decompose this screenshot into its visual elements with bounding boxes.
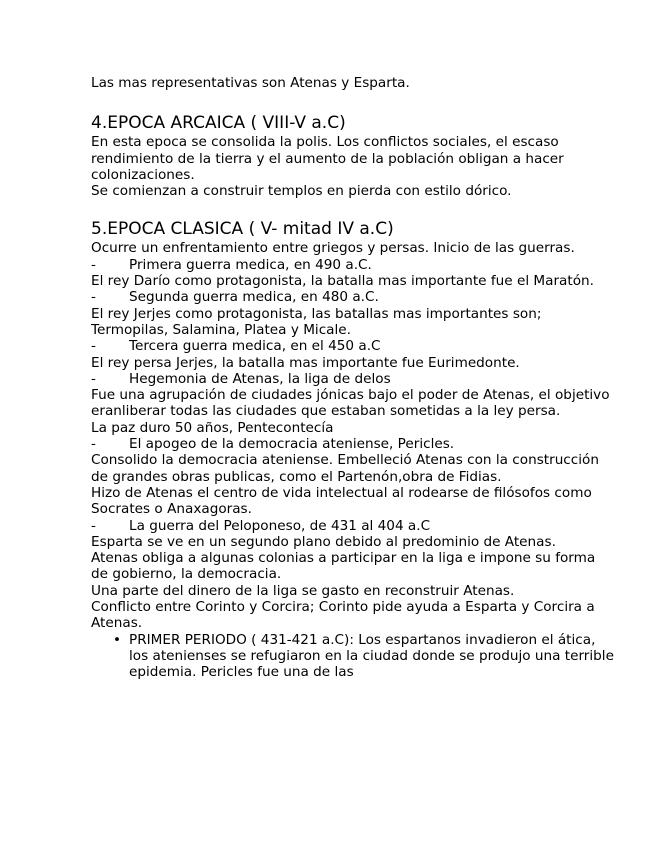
dash-marker: - [91, 370, 96, 387]
list-item-text: PRIMER PERIODO ( 431-421 a.C): Los espartanos invadieron el ática, los atenienses se refugiaron en la ciudad donde se produjo una terrible epidemia. Pericles fue una de las [129, 631, 614, 681]
bullet-marker: • [113, 631, 122, 648]
dash-marker: - [91, 436, 96, 453]
section-5-paragraph: El rey Darío como protagonista, la batalla mas importante fue el Maratón. [91, 273, 594, 290]
intro-paragraph: Las mas representativas son Atenas y Esparta. [91, 75, 410, 91]
section-5-paragraph: Conflicto entre Corinto y Corcira; Corinto pide ayuda a Esparta y Corcira a Atenas. [91, 599, 595, 632]
section-5-paragraph: El rey persa Jerjes, la batalla mas importante fue Eurimedonte. [91, 354, 520, 371]
section-4-heading: 4.EPOCA ARCAICA ( VIII-V a.C) [91, 113, 346, 134]
section-5-paragraph: Esparta se ve en un segundo plano debido al predominio de Atenas. [91, 533, 556, 550]
section-4-paragraph: Se comienzan a construir templos en pierda con estilo dórico. [91, 183, 512, 200]
list-item-text: Segunda guerra medica, en 480 a.C. [129, 289, 379, 306]
section-5-paragraph: Fue una agrupación de ciudades jónicas bajo el poder de Atenas, el objetivo eranliberar todas las ciudades que estaban sometidas a la ley persa. [91, 387, 610, 420]
list-item-text: Hegemonia de Atenas, la liga de delos [129, 370, 391, 387]
dash-marker: - [91, 289, 96, 306]
dash-list-item [91, 371, 615, 387]
dash-marker: - [91, 338, 96, 355]
dash-list-item [91, 518, 615, 534]
section-5-paragraph: Hizo de Atenas el centro de vida intelectual al rodearse de filósofos como Socrates o Anaxagoras. [91, 484, 592, 518]
dash-list-item [91, 257, 615, 273]
list-item-text: Primera guerra medica, en 490 a.C. [129, 256, 372, 273]
dash-list-item [91, 289, 615, 305]
bullet-list-item [91, 632, 615, 681]
section-5-paragraph: Ocurre un enfrentamiento entre griegos y persas. Inicio de las guerras. [91, 240, 575, 257]
dash-marker: - [91, 517, 96, 534]
section-5-heading: 5.EPOCA CLASICA ( V- mitad IV a.C) [91, 219, 394, 240]
dash-marker: - [91, 256, 96, 273]
dash-list-item [91, 338, 615, 354]
section-5-paragraph: Consolido la democracia ateniense. Embelleció Atenas con la construcción de grandes obras publicas, como el Partenón,obra de Fidias. [91, 452, 599, 485]
section-5-paragraph: Atenas obliga a algunas colonias a participar en la liga e impone su forma de gobierno, la democracia. [91, 550, 596, 583]
section-4-paragraph: En esta epoca se consolida la polis. Los conflictos sociales, el escaso rendimiento de la tierra y el aumento de la población obligan a hacer colonizaciones. [91, 134, 564, 183]
list-item-text: La guerra del Peloponeso, de 431 al 404 a.C [129, 517, 431, 534]
section-5-paragraph: Una parte del dinero de la liga se gasto en reconstruir Atenas. [91, 582, 515, 599]
dash-list-item [91, 436, 615, 452]
list-item-text: El apogeo de la democracia ateniense, Pericles. [129, 436, 455, 453]
section-5-paragraph: La paz duro 50 años, Pentecontecía [91, 419, 334, 436]
section-5-paragraph: El rey Jerjes como protagonista, las batallas mas importantes son; Termopilas, Salamina, Platea y Micale. [91, 305, 542, 338]
list-item-text: Tercera guerra medica, en el 450 a.C [129, 338, 381, 355]
